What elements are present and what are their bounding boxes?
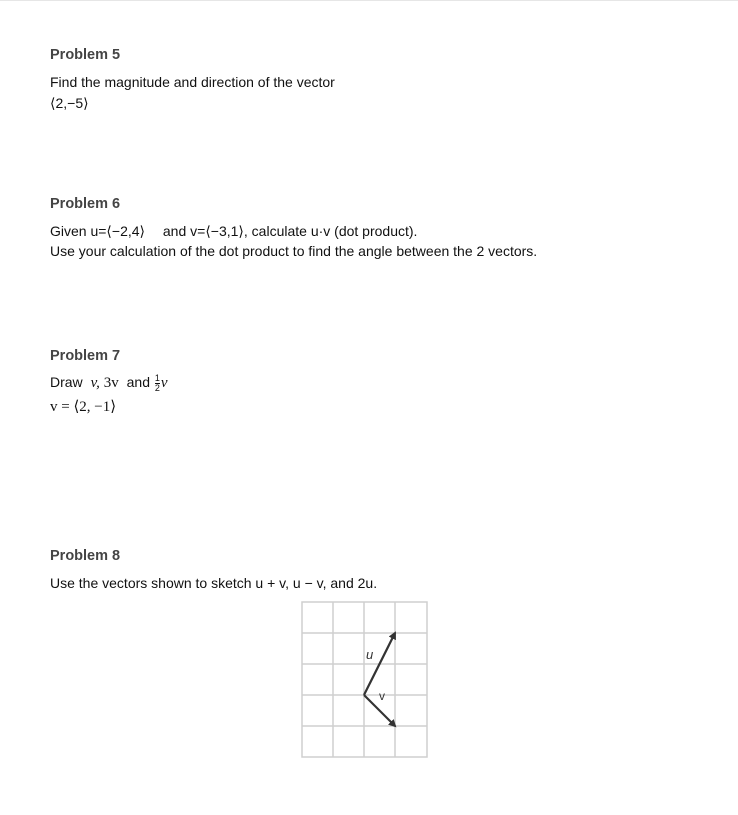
v-definition: v=⟨−3,1⟩, <box>190 223 248 239</box>
problem-8-text: Use the vectors shown to sketch u + v, u − v, and 2u. <box>50 575 378 591</box>
top-rule <box>0 0 738 1</box>
problem-6-heading: Problem 6 <box>50 196 121 212</box>
problem-5-text: Find the magnitude and direction of the vector <box>50 74 335 90</box>
grid-lines <box>302 602 427 757</box>
one-half-fraction <box>155 374 160 393</box>
problem-7-heading: Problem 7 <box>50 348 121 364</box>
v-symbol: v, <box>90 375 100 392</box>
and-word: and <box>162 223 187 239</box>
given-word: Given <box>50 223 87 239</box>
vector-v-label: v <box>379 689 385 703</box>
problem-6-line-1 <box>50 223 417 240</box>
vector-grid-figure <box>301 601 428 763</box>
dot-expression: u·v <box>310 223 331 239</box>
problem-6-line-2: Use your calculation of the dot product to find the angle between the 2 vectors. <box>50 243 538 259</box>
problem-5-vector: ⟨2,−5⟩ <box>50 95 89 111</box>
vector-grid-svg <box>301 601 428 758</box>
half-v-symbol: v <box>160 375 168 392</box>
problem-7-line-1 <box>50 374 168 393</box>
fraction-numerator: 1 <box>154 373 160 383</box>
vector-u-label: u <box>366 647 374 662</box>
problem-8-heading: Problem 8 <box>50 548 121 564</box>
problem-5-heading: Problem 5 <box>50 47 121 63</box>
dot-product-label: (dot product). <box>334 223 418 239</box>
calculate-word: calculate <box>251 223 307 239</box>
fraction-denominator: 2 <box>154 383 160 393</box>
and-word: and <box>126 374 150 391</box>
three-v-symbol: 3v <box>103 375 119 392</box>
problem-7-vector-definition: v = ⟨2, −1⟩ <box>50 399 117 415</box>
draw-word: Draw <box>50 374 83 391</box>
u-definition: u=⟨−2,4⟩ <box>90 223 145 239</box>
